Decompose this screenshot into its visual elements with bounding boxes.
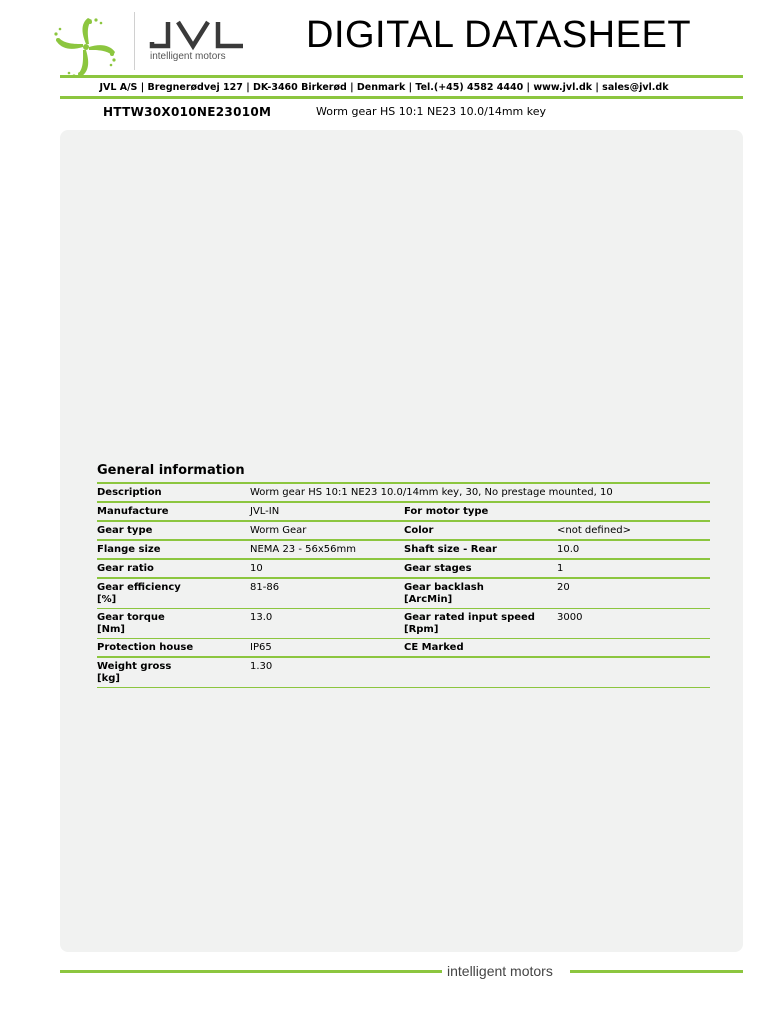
row-value: 1 xyxy=(557,563,564,574)
row-label-text: Gear backlash xyxy=(404,582,484,593)
table-row xyxy=(97,539,710,558)
footer-tagline: intelligent motors xyxy=(447,963,553,979)
row-label-text: Gear rated input speed xyxy=(404,612,535,623)
row-value: Worm gear HS 10:1 NE23 10.0/14mm key, 30, No prestage mounted, 10 xyxy=(250,487,613,498)
row-label-unit: [%] xyxy=(97,594,117,605)
row-label: Gear stages xyxy=(404,563,472,574)
table-row xyxy=(97,608,710,638)
row-value: IP65 xyxy=(250,642,272,653)
table-row xyxy=(97,520,710,539)
row-label: Color xyxy=(404,525,434,536)
footer-rule-right xyxy=(570,970,743,973)
row-label-text: Gear efficiency xyxy=(97,582,181,593)
row-label-unit: [Rpm] xyxy=(404,624,439,635)
table-row xyxy=(97,482,710,501)
row-value: <not defined> xyxy=(557,525,631,536)
row-label: Gear type xyxy=(97,525,153,536)
row-value: 20 xyxy=(557,582,570,593)
contact-line: JVL A/S | Bregnerødvej 127 | DK-3460 Birkerød | Denmark | Tel.(+45) 4582 4440 | www.jvl.dk | sales@jvl.dk xyxy=(99,82,669,93)
row-label xyxy=(404,579,557,608)
table-row xyxy=(97,638,710,656)
row-value: 81-86 xyxy=(250,582,280,593)
row-value: Worm Gear xyxy=(250,525,307,536)
row-value: 3000 xyxy=(557,612,583,623)
product-code: HTTW30X010NE23010M xyxy=(103,105,272,119)
row-label-text: Gear torque xyxy=(97,612,165,623)
row-label xyxy=(97,658,250,687)
row-value xyxy=(557,639,710,656)
section-title-general-information: General information xyxy=(97,463,245,478)
row-label xyxy=(404,609,557,638)
row-value: NEMA 23 - 56x56mm xyxy=(250,544,356,555)
jvl-wordmark-logo xyxy=(148,18,248,52)
jvl-swirl-logo-icon xyxy=(52,14,120,80)
general-information-table xyxy=(97,482,710,688)
table-row xyxy=(97,577,710,608)
row-label-text: Weight gross xyxy=(97,661,172,672)
row-label: Manufacture xyxy=(97,506,169,517)
row-value xyxy=(557,658,710,687)
row-label-unit: [kg] xyxy=(97,673,120,684)
footer-rule-left xyxy=(60,970,442,973)
header-rule-bottom xyxy=(60,96,743,99)
row-value: 1.30 xyxy=(250,661,273,672)
row-label: Gear ratio xyxy=(97,563,154,574)
table-row xyxy=(97,501,710,520)
row-value xyxy=(557,503,710,520)
row-label-unit: [Nm] xyxy=(97,624,125,635)
logo-divider xyxy=(134,12,135,70)
row-value: 10.0 xyxy=(557,544,580,555)
row-label: Description xyxy=(97,487,162,498)
row-label: CE Marked xyxy=(404,642,464,653)
table-row xyxy=(97,656,710,688)
row-label xyxy=(97,579,250,608)
header-rule-top xyxy=(60,75,743,78)
row-value: 10 xyxy=(250,563,263,574)
row-label: Shaft size - Rear xyxy=(404,544,497,555)
row-label: Flange size xyxy=(97,544,161,555)
row-value: JVL-IN xyxy=(250,506,280,517)
row-value: 13.0 xyxy=(250,612,273,623)
document-title: DIGITAL DATASHEET xyxy=(306,14,692,56)
row-label xyxy=(404,658,557,687)
logo-tagline: intelligent motors xyxy=(150,51,226,62)
row-label: For motor type xyxy=(404,506,489,517)
row-label-unit: [ArcMin] xyxy=(404,594,453,605)
product-description: Worm gear HS 10:1 NE23 10.0/14mm key xyxy=(316,105,547,118)
table-row xyxy=(97,558,710,577)
row-label xyxy=(97,609,250,638)
row-label: Protection house xyxy=(97,642,194,653)
